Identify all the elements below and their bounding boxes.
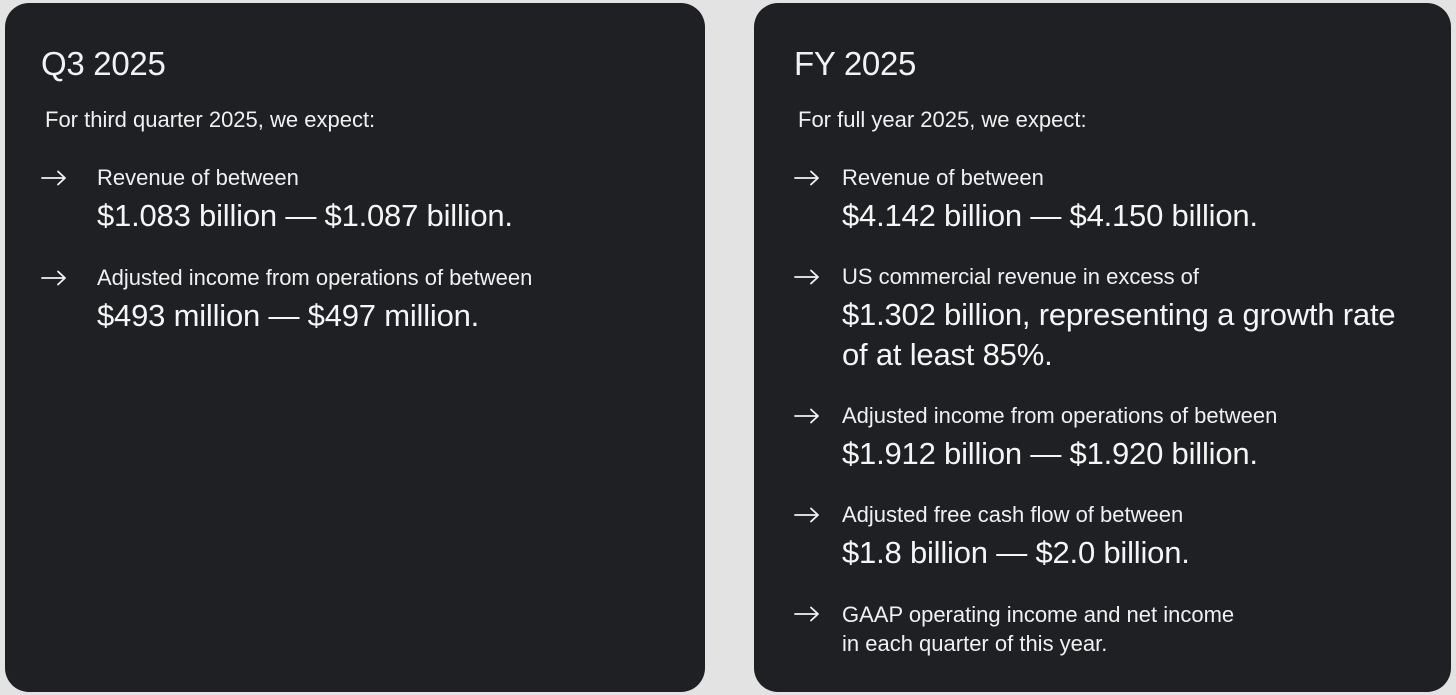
q3-2025-guidance-card [5, 3, 705, 692]
guidance-list [41, 164, 675, 336]
arrow-right-icon [41, 264, 69, 292]
fy-2025-guidance-card [754, 3, 1451, 692]
guidance-item [794, 501, 1421, 573]
card-intro: For third quarter 2025, we expect: [45, 107, 376, 132]
card-intro: For full year 2025, we expect: [798, 107, 1087, 132]
guidance-item [794, 402, 1421, 474]
guidance-item [794, 164, 1421, 236]
guidance-list [794, 164, 1421, 658]
guidance-label: Adjusted income from operations of between [97, 265, 533, 290]
arrow-right-icon [794, 501, 822, 529]
guidance-label: Adjusted free cash flow of between [842, 502, 1184, 527]
arrow-right-icon [794, 164, 822, 192]
arrow-right-icon [794, 600, 822, 628]
guidance-value: $1.8 billion — $2.0 billion. [842, 535, 1190, 570]
arrow-right-icon [794, 402, 822, 430]
guidance-note: GAAP operating income and net income [842, 602, 1235, 627]
guidance-item [41, 164, 675, 236]
guidance-label: Revenue of between [842, 165, 1044, 190]
guidance-value: $493 million — $497 million. [97, 298, 480, 333]
guidance-value: $4.142 billion — $4.150 billion. [842, 198, 1258, 233]
arrow-right-icon [794, 263, 822, 291]
guidance-value: $1.912 billion — $1.920 billion. [842, 436, 1258, 471]
guidance-item [794, 263, 1421, 375]
guidance-value: $1.302 billion, representing a growth rate of at least 85%. [842, 297, 1396, 372]
guidance-label: Revenue of between [97, 165, 299, 190]
arrow-right-icon [41, 164, 69, 192]
card-title: Q3 2025 [41, 45, 166, 82]
guidance-item [41, 264, 675, 336]
guidance-note: in each quarter of this year. [842, 631, 1108, 656]
guidance-item [794, 600, 1421, 658]
guidance-label: US commercial revenue in excess of [842, 264, 1200, 289]
guidance-value: $1.083 billion — $1.087 billion. [97, 198, 513, 233]
card-title: FY 2025 [794, 45, 917, 82]
guidance-label: Adjusted income from operations of between [842, 403, 1278, 428]
